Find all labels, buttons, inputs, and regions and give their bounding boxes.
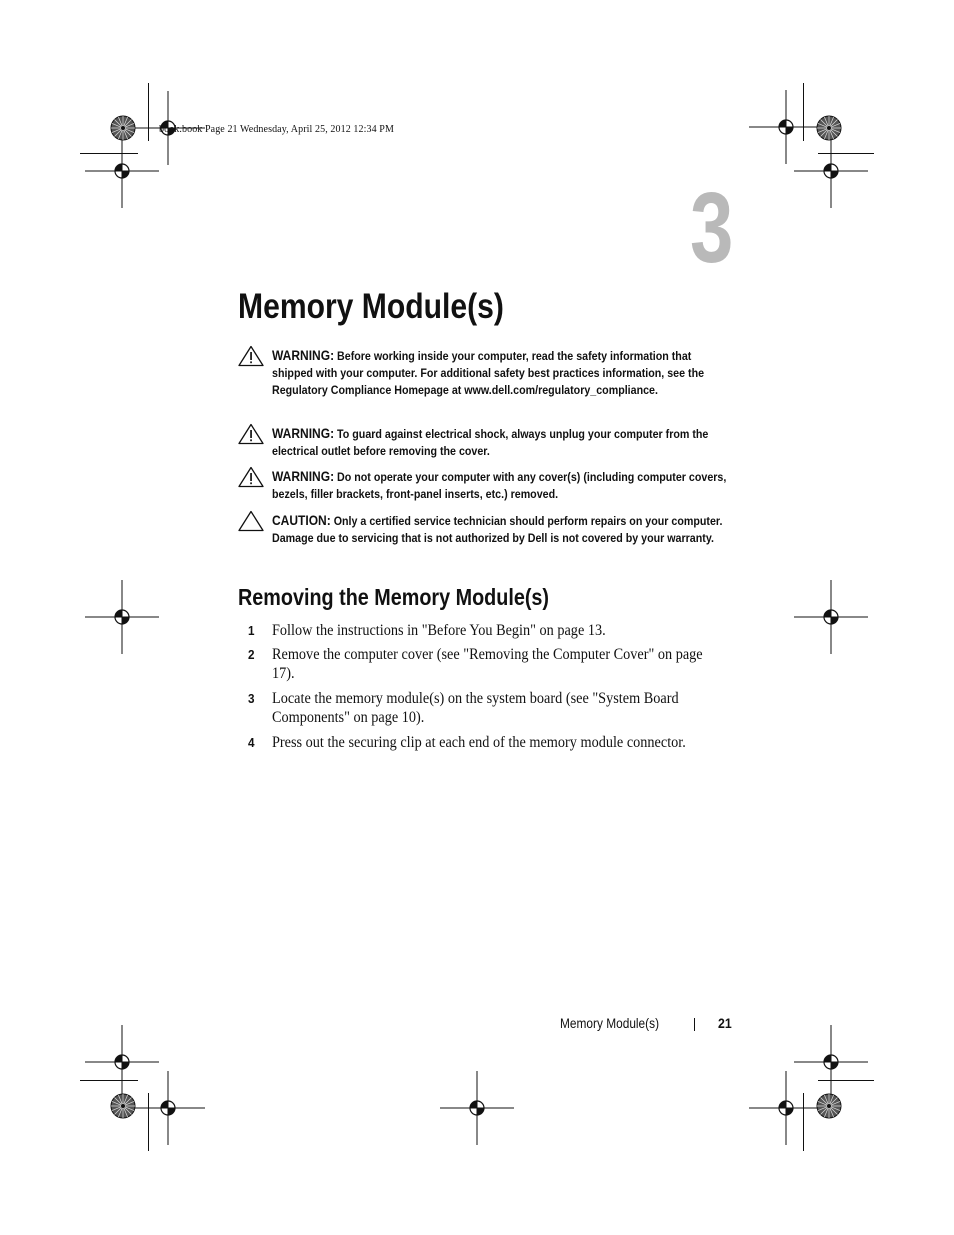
caution-notice	[272, 512, 735, 547]
warning-notice	[272, 347, 735, 399]
notice-label: WARNING:	[272, 469, 335, 484]
warning-icon	[238, 345, 264, 367]
step-number: 4	[248, 735, 255, 750]
registration-target	[131, 1071, 205, 1145]
registration-target	[794, 580, 868, 654]
notice-label: CAUTION:	[272, 513, 331, 528]
running-footer-title: Memory Module(s)	[560, 1016, 660, 1031]
warning-icon	[238, 466, 264, 488]
notice-text: Do not operate your computer with any cover(s) (including computer covers, bezels, filler brackets, front-panel inserts, etc.) removed.	[272, 470, 727, 501]
registration-target	[749, 90, 823, 164]
registration-target	[85, 1025, 159, 1099]
color-target-icon	[111, 116, 135, 140]
step-text: Press out the securing clip at each end of the memory module connector.	[272, 734, 686, 751]
registration-target	[440, 1071, 514, 1145]
registration-target	[85, 580, 159, 654]
step-number: 3	[248, 691, 255, 706]
page-number: 21	[718, 1015, 732, 1031]
color-target-icon	[817, 116, 841, 140]
section-title: Removing the Memory Module(s)	[238, 584, 550, 610]
notice-label: WARNING:	[272, 348, 335, 363]
color-target-icon	[817, 1094, 841, 1118]
notice-text: Only a certified service technician should perform repairs on your computer. Damage due to servicing that is not authorized by Dell is not covered by your warranty.	[272, 514, 723, 545]
caution-icon	[238, 510, 264, 532]
warning-notice	[272, 425, 735, 460]
step-text: Remove the computer cover (see "Removing the Computer Cover" on page 17).	[272, 646, 703, 682]
print-stamp: book.book Page 21 Wednesday, April 25, 2012 12:34 PM	[159, 124, 394, 135]
step-number: 1	[248, 623, 255, 638]
chapter-number: 3	[690, 172, 734, 284]
registration-target	[85, 134, 159, 208]
notice-label: WARNING:	[272, 426, 335, 441]
step-text: Locate the memory module(s) on the system board (see "System Board Components" on page 10).	[272, 690, 679, 726]
registration-target	[794, 134, 868, 208]
chapter-title: Memory Module(s)	[238, 287, 504, 326]
registration-target	[794, 1025, 868, 1099]
step-number: 2	[248, 647, 255, 662]
registration-target	[749, 1071, 823, 1145]
notice-text: Before working inside your computer, read the safety information that shipped with your computer. For additional safety best practices information, see the Regulatory Compliance Homepage at www.dell.com/regulatory_compliance.	[272, 349, 705, 397]
step-text: Follow the instructions in "Before You Begin" on page 13.	[272, 622, 606, 639]
color-target-icon	[111, 1094, 135, 1118]
warning-icon	[238, 423, 264, 445]
footer-divider	[694, 1018, 695, 1031]
warning-notice	[272, 468, 735, 503]
notice-text: To guard against electrical shock, always unplug your computer from the electrical outlet before removing the cover.	[272, 427, 709, 458]
